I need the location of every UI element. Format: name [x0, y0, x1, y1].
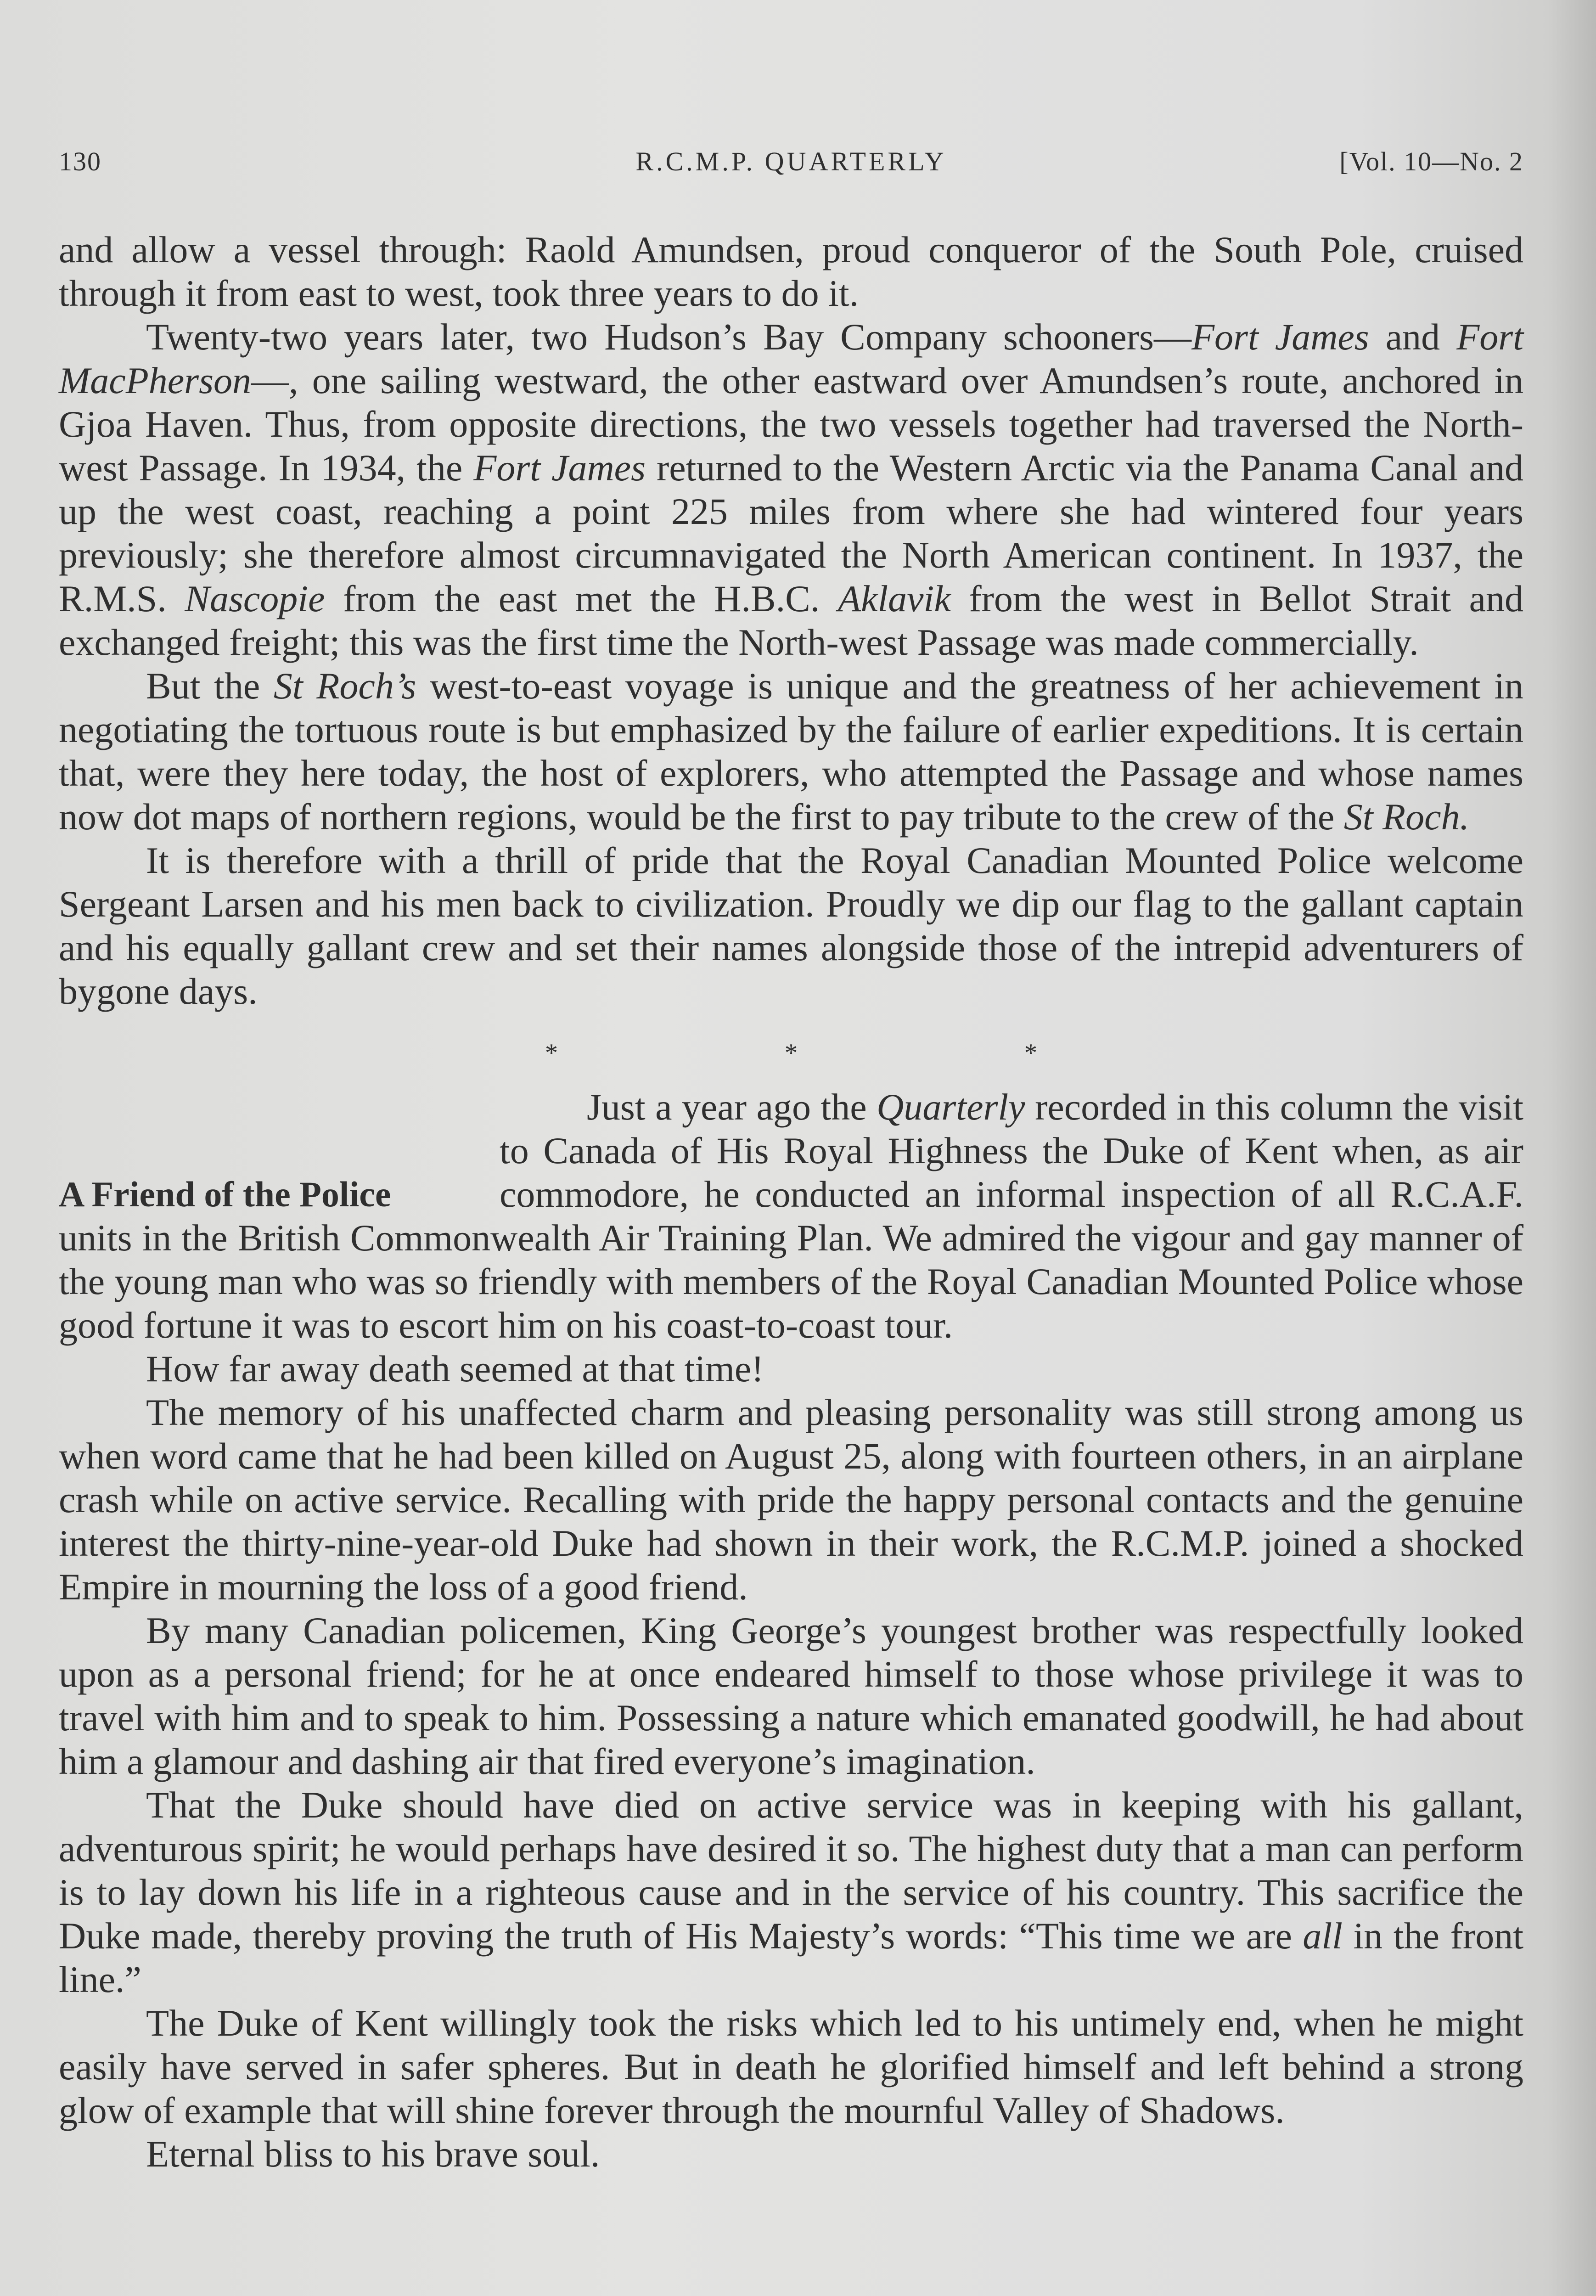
paragraph: The Duke of Kent willingly took the risks which led to his untimely end, when he might easily have served in safer spheres. But in death he glorified himself and left behind a strong glow of example that will shine forever through the mournful Valley of Shadows. — [59, 2002, 1523, 2131]
volume-issue: [Vol. 10—No. 2 — [1339, 146, 1523, 176]
paragraph: How far away death seemed at that time! — [146, 1348, 764, 1390]
paragraph: By many Canadian policemen, King George’s youngest brother was respectfully looked upon as a personal friend; for he at once endeared himself to those whose privilege it was to travel with him and to speak to him. Possessing a nature which emanated goodwill, he had about him a glamour and dashing air that fired everyone’s imagination. — [59, 1609, 1523, 1782]
paragraph: It is therefore with a thrill of pride that the Royal Canadian Mounted Police welcome Sergeant Larsen and his men back to civilization. Proudly we dip our flag to the gallant captain and his equally gallant crew and set their names alongside those of the intrepid adventurers of bygone days. — [59, 839, 1523, 1012]
emphasis: all — [1303, 1915, 1343, 1957]
ship-name: Fort MacPherson — [59, 316, 1523, 401]
ship-name: Fort James — [473, 447, 646, 489]
section-separator: * * * — [545, 1039, 1147, 1067]
paragraph: and allow a vessel through: Raold Amundsen, proud conqueror of the South Pole, cruised through it from east to west, took three years to do it. — [59, 229, 1523, 314]
journal-name: Quarterly — [877, 1086, 1025, 1128]
paragraph: The memory of his unaffected charm and pleasing personality was still strong among us when word came that he had been killed on August 25, along with fourteen others, in an airplane crash while on active service. Recalling with pride the happy personal contacts and the genuine interest the thirty-nine-year-old Duke had shown in their work, the R.C.M.P. joined a shocked Empire in mourning the loss of a good friend. — [59, 1391, 1523, 1608]
article-body — [59, 228, 1523, 2176]
journal-title: R.C.M.P. QUARTERLY — [635, 146, 947, 176]
paragraph: That the Duke should have died on active service was in keeping with his gallant, adventurous spirit; he would perhaps have desired it so. The highest duty that a man can perform is to lay down his life in a righteous cause and in the service of his country. This sacrifice the Duke made, thereby proving the truth of His Majesty’s words: “This time we are all in the front line.” — [59, 1784, 1523, 2000]
paragraph: Just a year ago the Quarterly recorded in this column the visit to Canada of His Royal Highness the Duke of Kent when, as air commodore, he conducted an informal inspection of all R.C.A.F. units in the British Commonwealth Air Training Plan. We admired the vigour and gay manner of the young man who was so friendly with members of the Royal Canadian Mounted Police whose good fortune it was to escort him on his coast-to-coast tour. — [59, 1086, 1524, 1346]
article-section — [59, 1085, 1523, 1347]
ship-name: St Roch. — [1343, 796, 1470, 838]
ship-name: Nascopie — [185, 578, 325, 619]
paragraph: But the St Roch’s west-to-east voyage is unique and the greatness of her achievement in negotiating the tortuous route is but emphasized by the failure of earlier expeditions. It is certain that, were they here today, the host of explorers, who attempted the Passage and whose names now dot maps of northern regions, would be the first to pay tribute to the crew of the St Roch. — [59, 665, 1524, 838]
ship-name: Aklavik — [837, 578, 951, 619]
ship-name: Fort James — [1191, 316, 1369, 358]
running-header — [59, 146, 1523, 183]
paragraph: Eternal bliss to his brave soul. — [146, 2133, 600, 2175]
paragraph: Twenty-two years later, two Hudson’s Bay Company schooners—Fort James and Fort MacPherson—, one sailing westward, the other eastward over Amundsen’s route, anchored in Gjoa Haven. Thus, from opposite directions, the two vessels together had traversed the North-west Passage. In 1934, the Fort James returned to the Western Arctic via the Panama Canal and up the west coast, reaching a point 225 miles from where she had wintered four years previously; she therefore almost circumnavigated the North American continent. In 1937, the R.M.S. Nascopie from the east met the H.B.C. Aklavik from the west in Bellot Strait and exchanged freight; this was the first time the North-west Passage was made commercially. — [59, 316, 1524, 663]
side-heading: A Friend of the Police — [59, 1174, 391, 1214]
ship-name: St Roch’s — [273, 665, 416, 707]
page-number: 130 — [59, 146, 101, 176]
